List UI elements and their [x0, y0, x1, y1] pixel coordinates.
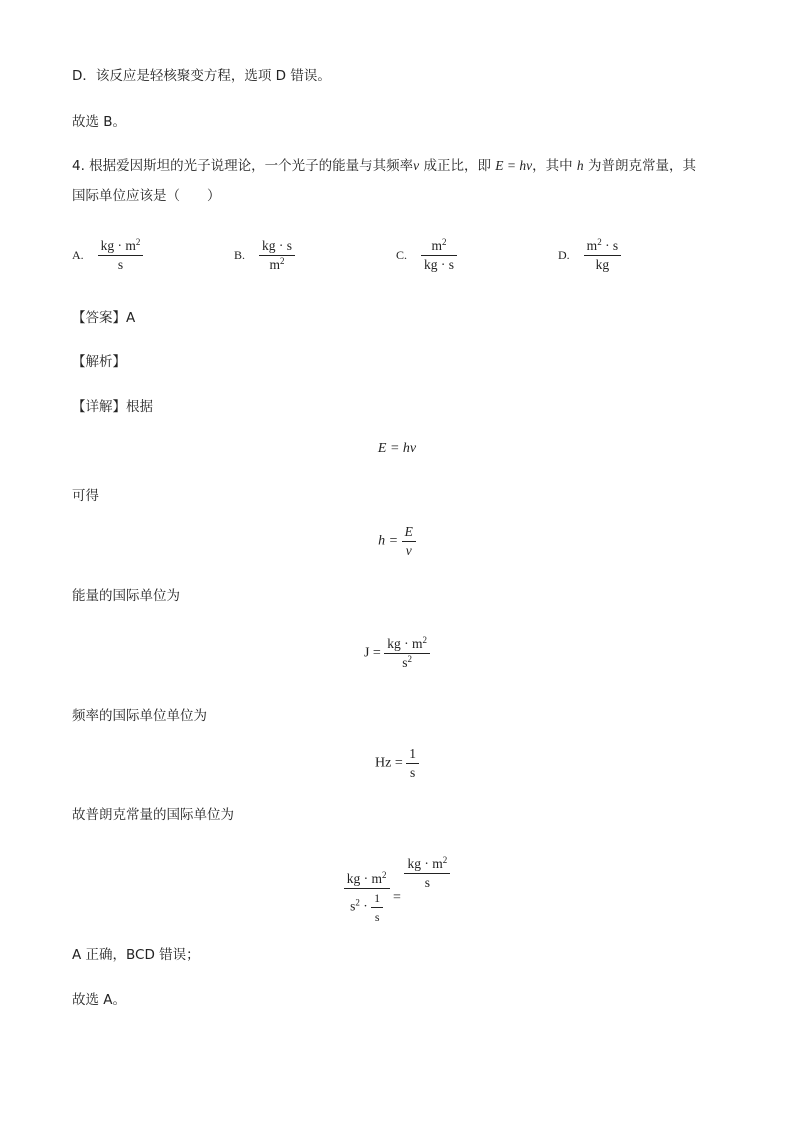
inline-equation: E = hν	[495, 158, 533, 173]
option-d-explanation: D．该反应是轻核聚变方程，选项 D 错误。	[72, 68, 331, 84]
equation-h-e-over-nu: h = $\frac{E}{\nu}$	[0, 524, 794, 559]
energy-unit-text: 能量的国际单位为	[72, 588, 180, 604]
question-text: 成正比，即	[419, 158, 496, 174]
option-c[interactable]	[396, 238, 457, 273]
final-answer: 故选 A。	[72, 992, 127, 1008]
question-text: 4. 根据爱因斯坦的光子说理论，一个光子的能量与其频率	[72, 158, 414, 174]
option-d[interactable]	[558, 238, 621, 273]
option-label: A.	[72, 248, 84, 262]
option-fraction: $\frac{m^2}{kg \cdot s}$	[421, 238, 457, 273]
equation-joule-unit: J = $\frac{kg \cdot m^2}{s^2}$	[0, 636, 794, 671]
option-label: B.	[234, 248, 246, 262]
option-label: D.	[558, 248, 570, 262]
h-symbol: h	[576, 158, 584, 173]
planck-unit-text: 故普朗克常量的国际单位为	[72, 807, 234, 823]
question-text: 为普朗克常量，其	[583, 158, 696, 174]
answer: 【答案】A	[72, 310, 136, 326]
prev-conclusion: 故选 B。	[72, 114, 127, 130]
option-b[interactable]	[234, 238, 295, 273]
equation-e-hv: E = hν	[377, 441, 417, 456]
option-fraction: $\frac{m^2 \cdot s}{kg}$	[584, 238, 622, 273]
analysis-heading: 【解析】	[72, 354, 126, 370]
question-text: ，其中	[532, 158, 577, 174]
option-fraction: $\frac{kg \cdot s}{m^2}$	[259, 238, 295, 273]
question-4-stem-line2: 国际单位应该是（ ）	[72, 188, 221, 204]
detail-heading: 【详解】根据	[72, 399, 153, 415]
nu-symbol: ν	[413, 158, 420, 173]
equation-planck-unit: kg · $m^2$ $s^2$ · $\frac{1}{s}$ = $\frac{kg \cdot m^2}{s}$	[0, 856, 794, 925]
ke-de-text: 可得	[72, 488, 99, 504]
option-a[interactable]	[72, 238, 143, 273]
correct-statement: A 正确，BCD 错误；	[72, 947, 200, 963]
freq-unit-text: 频率的国际单位单位为	[72, 708, 207, 724]
question-4-stem-line1	[72, 156, 696, 176]
option-fraction: $\frac{kg \cdot m^2}{s}$	[98, 238, 144, 273]
equation-hertz-unit: Hz = $\frac{1}{s}$	[0, 746, 794, 781]
option-label: C.	[396, 248, 408, 262]
